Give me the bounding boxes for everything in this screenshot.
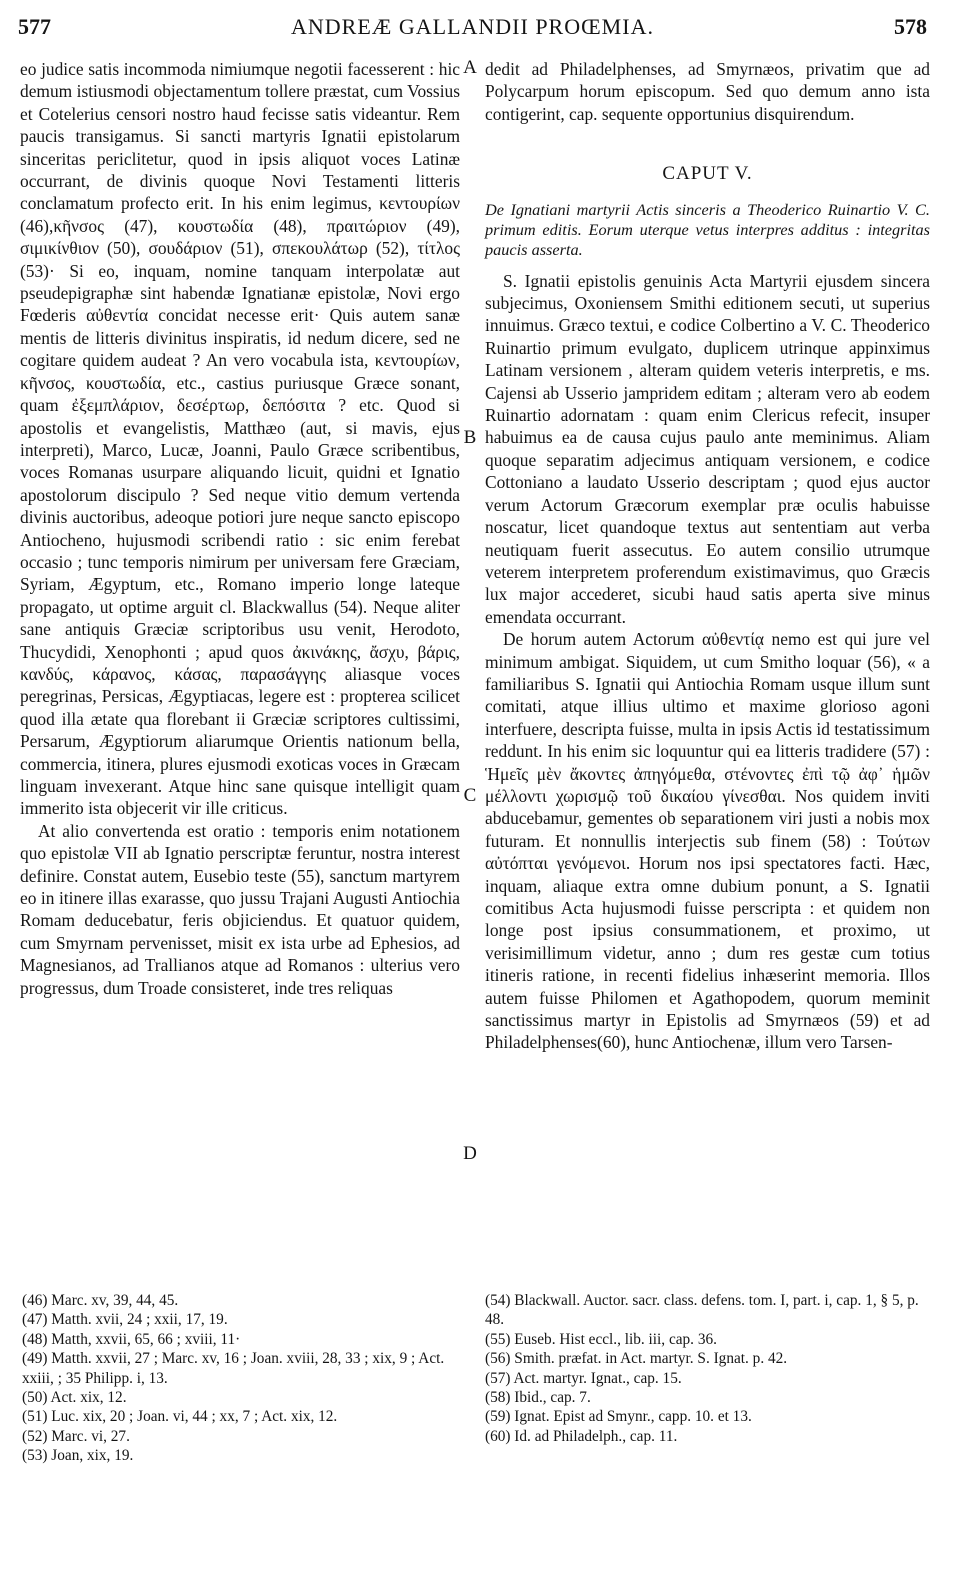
margin-marker-a: A bbox=[463, 57, 477, 78]
page-header bbox=[18, 14, 927, 46]
page-number-right: 578 bbox=[894, 14, 927, 39]
footnotes-right bbox=[485, 1291, 930, 1446]
left-column bbox=[20, 58, 460, 999]
right-paragraph-3: De horum autem Actorum αὐθεντίᾳ nemo est qui jure vel minimum ambigat. Siquidem, ut cum Smitho loquar (56), « a familiaribus S. Ignatii qui Antiochia Romam usque illum sunt comitati, atque illius ultimo et maxime glorioso agoni interfuere, descripta fuisse, multa in ipsis Actis id testatissimum reddunt. In his enim sic loquuntur qui ea litteris tradidere (57) : Ἡμεῖς μὲν ἄκοντες ἀπηγόμεθα, στένοντες ἐπὶ τῷ ἀφ᾽ ἡμῶν μέλλοντι χωρισμῷ τοῦ δικαίου γίνεσθαι. Nos quidem inviti abducebamur, gementes ob separationem viri justi a nobis mox futuram. Et nonnullis interjectis sub finem (58) : Τούτων αὐτόπται γενόμενοι. Horum nos ipsi spectatores facti. Hæc, inquam, aliaque extra omne dubium ponunt, a S. Ignatii comitibus Acta hujusmodi fuisse perscripta : et quidem non longe post ipsius consummationem, et proximo, ut verisimillimum videtur, anno ; dum res gestæ cum totius itineris ratione, in recenti fidelius inhæserint memoria. Illos autem fuisse Philomen et Agathopodem, quorum meminit sanctissimus martyr in Epistolis ad Smyrnæos (59) et ad Philadelphenses(60), hunc Antiochenæ, illum vero Tarsen- bbox=[485, 629, 930, 1053]
page-number-left: 577 bbox=[18, 14, 51, 39]
footnotes-left bbox=[22, 1291, 462, 1466]
right-paragraph-1: dedit ad Philadelphenses, ad Smyrnæos, privatim que ad Polycarpum horum episcopum. Sed quo demum anno ista contigerint, cap. sequente opportunius disquirendum. bbox=[485, 59, 930, 124]
margin-marker-c: C bbox=[463, 785, 477, 806]
running-title: ANDREÆ GALLANDII PROŒMIA. bbox=[291, 14, 654, 39]
footnote: (46) Marc. xv, 39, 44, 45. bbox=[22, 1292, 179, 1309]
footnote: (50) Act. xix, 12. bbox=[22, 1389, 127, 1407]
footnote: (57) Act. martyr. Ignat., cap. 15. bbox=[485, 1369, 682, 1387]
footnote: (54) Blackwall. Auctor. sacr. class. defens. tom. I, part. i, cap. 1, § 5, p. 48. bbox=[485, 1292, 919, 1329]
footnote: (48) Matth, xxvii, 65, 66 ; xviii, 11· bbox=[22, 1330, 241, 1348]
right-column bbox=[485, 58, 930, 1054]
footnote: (49) Matth. xxvii, 27 ; Marc. xv, 16 ; Joan. xviii, 28, 33 ; xix, 9 ; Act. xxiii, ; 35 Philipp. i, 13. bbox=[22, 1350, 445, 1387]
left-paragraph-2: At alio convertenda est oratio : temporis enim notationem quo epistolæ VII ab Ignatio perscriptæ feruntur, nostra interest definire. Constat autem, Eusebio teste (55), sanctum martyrem eo in itinere illas exarasse, quo jussu Trajani Augusti Antiochia Romam deducebatur, feris objiciendus. Et quatuor quidem, cum Smyrnam pervenisset, misit ex ista urbe ad Ephesios, ad Magnesianos, ad Trallianos atque ad Romanos : ulterius vero progressus, dum Troade consisteret, inde tres reliquas bbox=[20, 820, 460, 998]
footnote: (52) Marc. vi, 27. bbox=[22, 1427, 130, 1445]
footnote: (58) Ibid., cap. 7. bbox=[485, 1389, 591, 1407]
chapter-summary: De Ignatiani martyrii Actis sinceris a Theoderico Ruinartio V. C. primum editis. Eorum uterque vetus interpres additus : integritas paucis asserta. bbox=[485, 199, 930, 259]
footnote: (59) Ignat. Epist ad Smynr., capp. 10. et 13. bbox=[485, 1408, 752, 1426]
left-paragraph-1: eo judice satis incommoda nimiumque negotii facesserent : hic demum istiusmodi objectamentum tollere præstat, cum Vossius et Cotelerius censori nostro haud fecisse satis videantur. Rem paucis transigamus. Si sancti martyris Ignatii epistolarum sinceritas periclitetur, quod in ipsis aliquot voces Latinæ occurrant, de divinis quoque Novi Testamenti litteris conclamatum profecto erit. In his enim legimus, κεντουρίων (46),κῆνσος (47), κουστωδία (48), πραιτώριον (49), σιμικίνθιον (50), σουδάριον (51), σπεκουλάτωρ (52), τίτλος (53)· Si eo, inquam, nomine tanquam interpolatæ aut pseudepigraphæ sint habendæ Ignatianæ epistolæ, Novi ergo Fœderis αὐθεντία concidat necesse erit· Quis autem sanæ mentis de litteris divinitus inspiratis, id nedum dicere, sed ne cogitare quidem audeat ? An vero vocabula ista, κεντουρίων, κῆνσος, κουστωδία, etc., castius puriusque Græce sonant, quam ἐξεμπλάριον, δεσέρτωρ, δεπόσιτα ? etc. Quod si apostolis et evangelistis, Matthæo (aut, si mavis, ejus interpreti), Marco, Lucæ, Joanni, Paulo Græce scribentibus, voces Romanas usurpare aliquando licuit, quidni et Ignatio apostolorum discipulo ? Sed neque vitio demum vertenda divinis auctoribus, adeoque potiori jure neque sancto episcopo Antiocheno, hujusmodi scribendi ratio : sic enim ferebat occasio ; tunc temporis nimirum per universam fere Græciam, Syriam, Ægyptum, etc., Romano imperio longe lateque propagato, ut optime arguit cl. Blackwallus (54). Neque aliter sane antiquis Græciæ scriptoribus usu venit, Herodoto, Thucydidi, Xenophonti ; apud quos ἀκινάκης, ἄσχυ, βάρις, κανδύς, κάρανος, κάσας, παρασάγγης aliasque voces peregrinas, Persicas, Ægyptiacas, legere est : propterea scilicet quod illa ætate qua florebant ii Græciæ scriptores cultissimi, Persarum, Ægyptiorum aliarumque Orientis nationum bella, commercia, itinera, plures ejusmodi exoticas voces in Græcam linguam invexerant. Atque hinc sane quisque intelligit quam immerito ista objecerit vir ille criticus. bbox=[20, 59, 460, 819]
footnote: (47) Matth. xvii, 24 ; xxii, 17, 19. bbox=[22, 1311, 228, 1329]
footnote: (56) Smith. præfat. in Act. martyr. S. Ignat. p. 42. bbox=[485, 1350, 788, 1368]
margin-marker-b: B bbox=[463, 427, 477, 448]
right-paragraph-2: S. Ignatii epistolis genuinis Acta Martyrii ejusdem sincera subjecimus, Oxoniensem Smithi editionem secuti, ut superius innuimus. Græco textui, e codice Colbertino a V. C. Theoderico Ruinartio primum evulgato, duplicem utrinque appinximus Latinam versionem , alteram quidem veteris interpretis, e ms. Cajensi ab Usserio jampridem editam ; alteram vero ab eodem Ruinartio adornatam : quam enim Clericus refecit, insuper habuimus ea de causa cujus paulo ante meminimus. Aliam quoque separatim adjecimus antiquam versionem, e codice Cottoniano a laudato Usserio descriptam ; quod ejus auctor verum Actorum Græcorum exemplar præ oculis habuisse noscatur, licet quandoque textus aut sententiam aut verba neutiquam fuerit assecutus. Eo autem consilio utrumque veterem interpretem proferendum existimavimus, quo Græcis lux major accederet, sicubi haud satis aperta sive minus emendata occurrant. bbox=[485, 270, 930, 627]
footnote: (51) Luc. xix, 20 ; Joan. vi, 44 ; xx, 7 ; Act. xix, 12. bbox=[22, 1408, 338, 1426]
chapter-title: CAPUT V. bbox=[662, 163, 753, 185]
footnote: (60) Id. ad Philadelph., cap. 11. bbox=[485, 1427, 678, 1445]
margin-marker-d: D bbox=[463, 1143, 477, 1164]
footnote: (55) Euseb. Hist eccl., lib. iii, cap. 36. bbox=[485, 1330, 717, 1348]
footnote: (53) Joan, xix, 19. bbox=[22, 1447, 134, 1465]
